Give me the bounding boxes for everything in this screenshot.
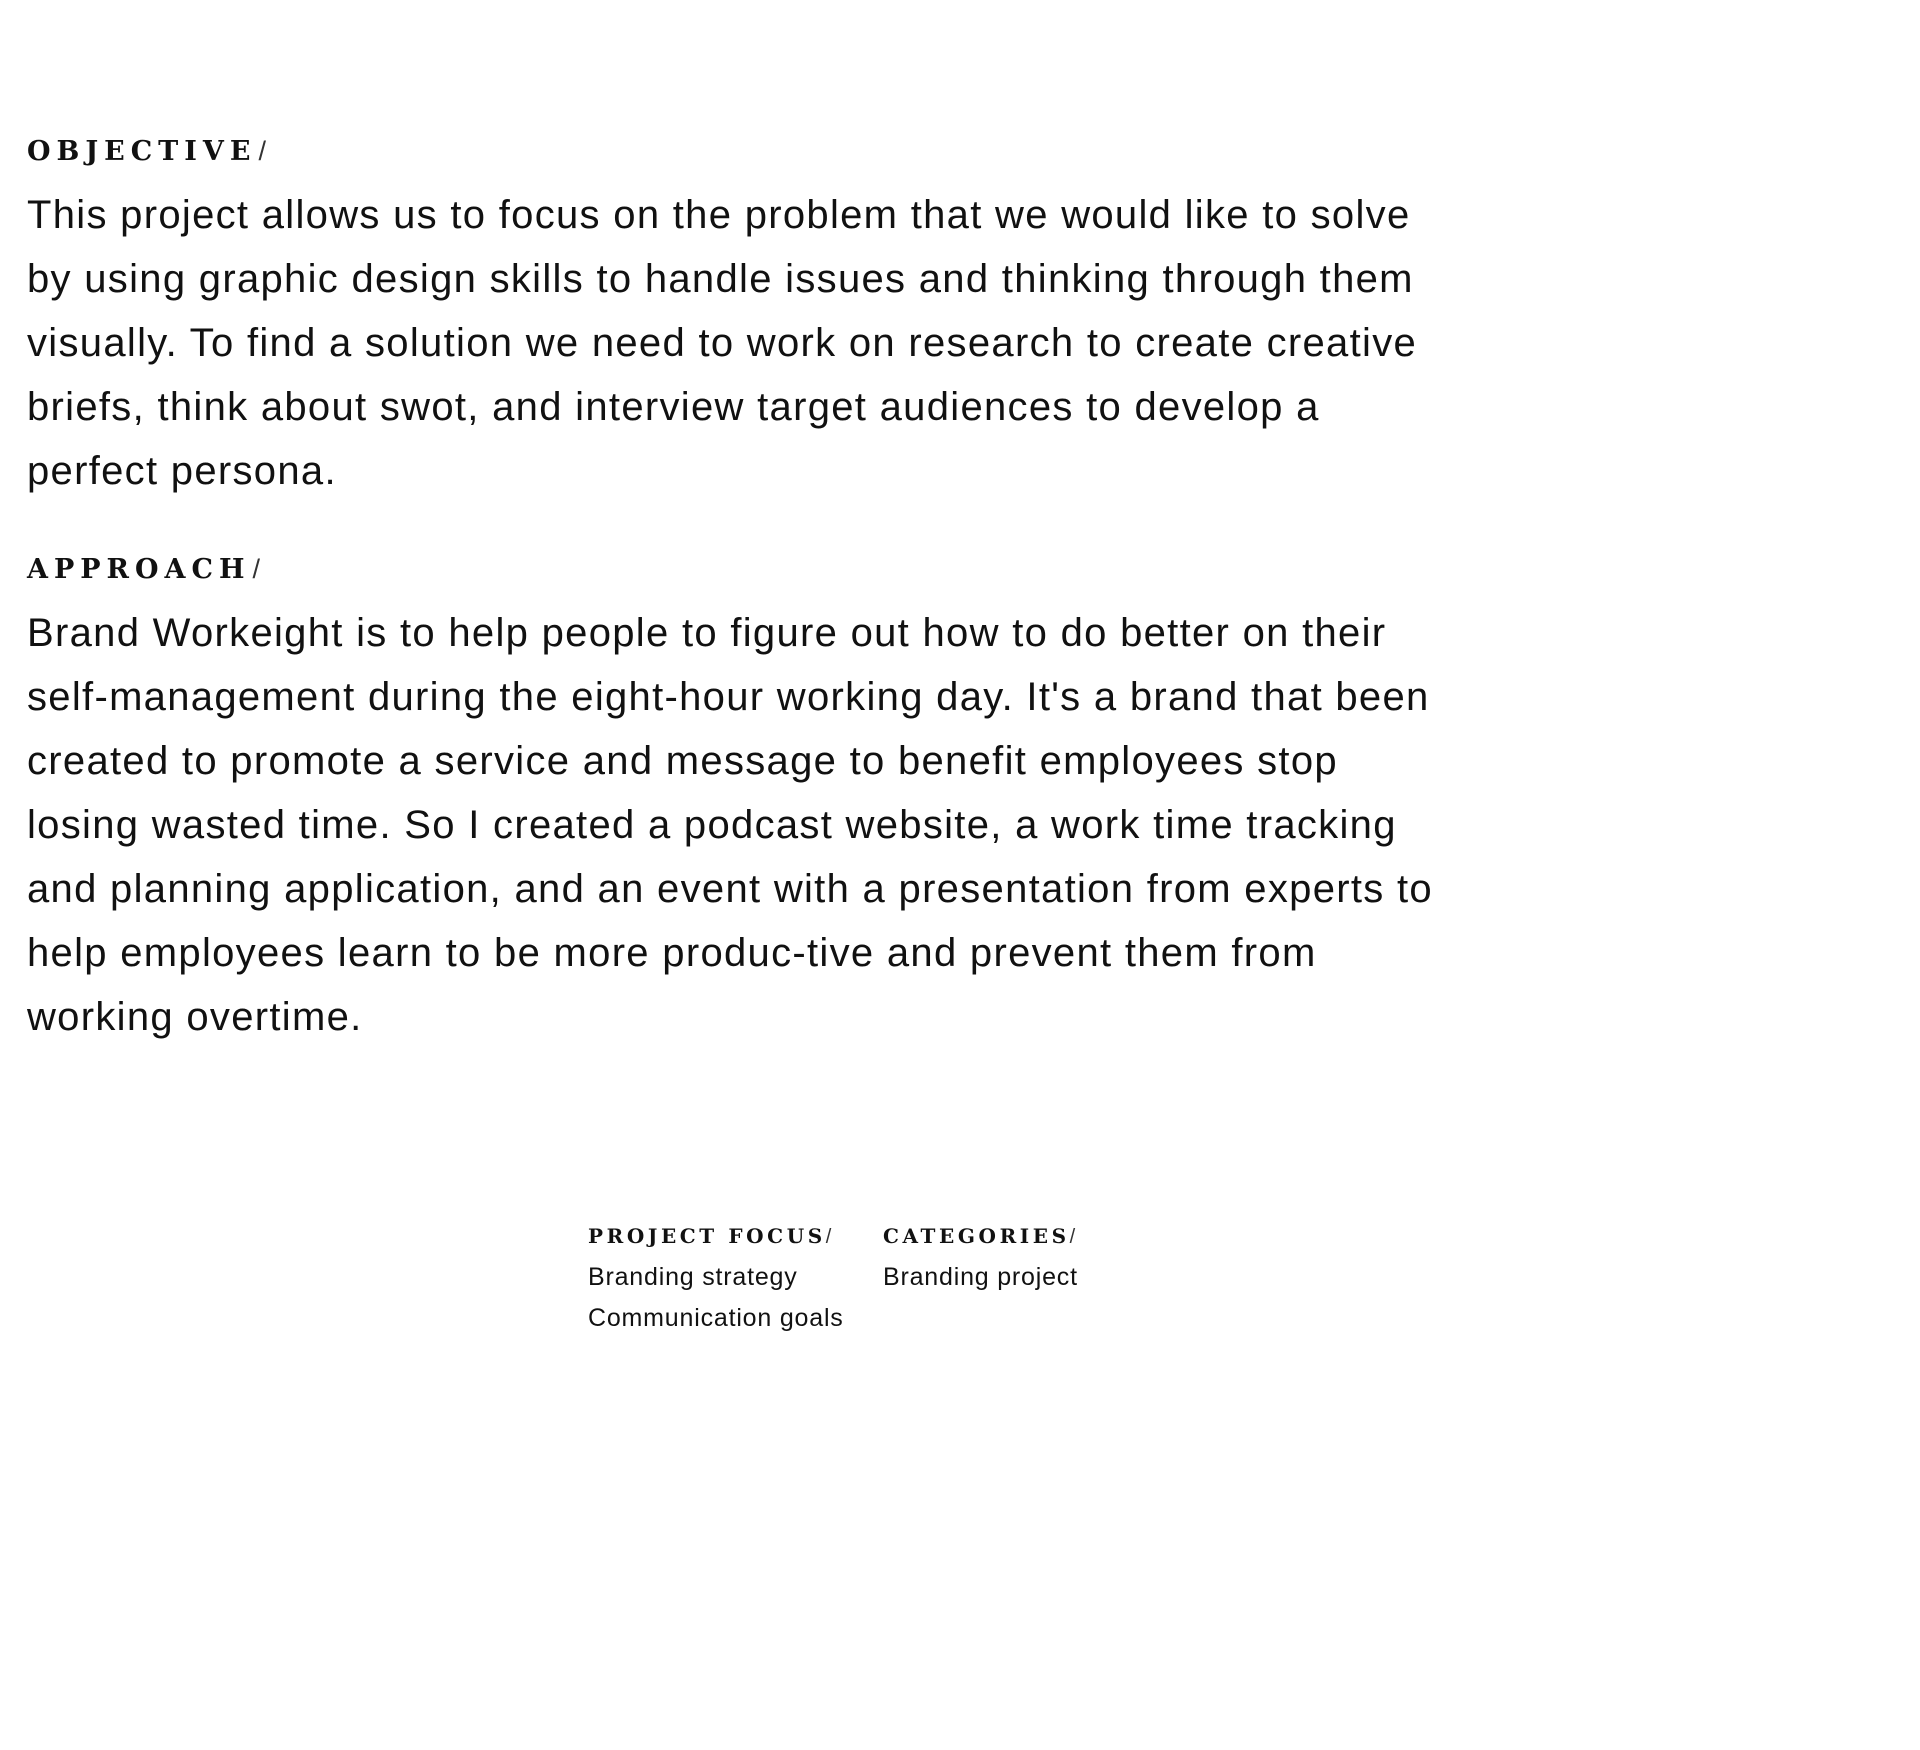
project-focus-list — [588, 1257, 844, 1339]
category-item: Branding project — [883, 1263, 1078, 1291]
project-focus-column — [588, 1222, 844, 1339]
categories-list — [883, 1257, 1078, 1298]
categories-column — [883, 1222, 1078, 1298]
project-focus-heading-text: PROJECT FOCUS — [588, 1224, 826, 1248]
objective-body: This project allows us to focus on the problem that we would like to solve by using graphic design skills to handle issues and thinking through them visually. To find a solution we need to work on research to create creative briefs, think about swot, and interview target audiences to develop a perfect persona. — [27, 193, 1418, 493]
approach-heading-text: APPROACH — [27, 554, 251, 585]
objective-heading-slash: / — [258, 136, 266, 166]
approach-body: Brand Workeight is to help people to figure out how to do better on their self-management during the eight-hour working day. It's a brand that been created to promote a service and message to benefit employees stop losing wasted time. So I created a podcast website, a work time tracking and planning application, and an event with a presentation from experts to help employees learn to be more produc-tive and prevent them from working overtime. — [27, 611, 1433, 1039]
approach-heading-slash: / — [252, 554, 260, 584]
approach-section — [27, 548, 1447, 1049]
categories-heading — [883, 1222, 1078, 1251]
project-focus-item: Communication goals — [588, 1304, 844, 1332]
project-focus-item: Branding strategy — [588, 1263, 798, 1291]
objective-section — [27, 130, 1447, 503]
categories-heading-text: CATEGORIES — [883, 1224, 1070, 1248]
objective-heading-text: OBJECTIVE — [27, 136, 257, 167]
categories-heading-slash: / — [1069, 1226, 1076, 1248]
project-focus-heading — [588, 1222, 844, 1251]
objective-heading — [27, 130, 1447, 173]
project-focus-heading-slash: / — [825, 1226, 832, 1248]
approach-heading — [27, 548, 1447, 591]
